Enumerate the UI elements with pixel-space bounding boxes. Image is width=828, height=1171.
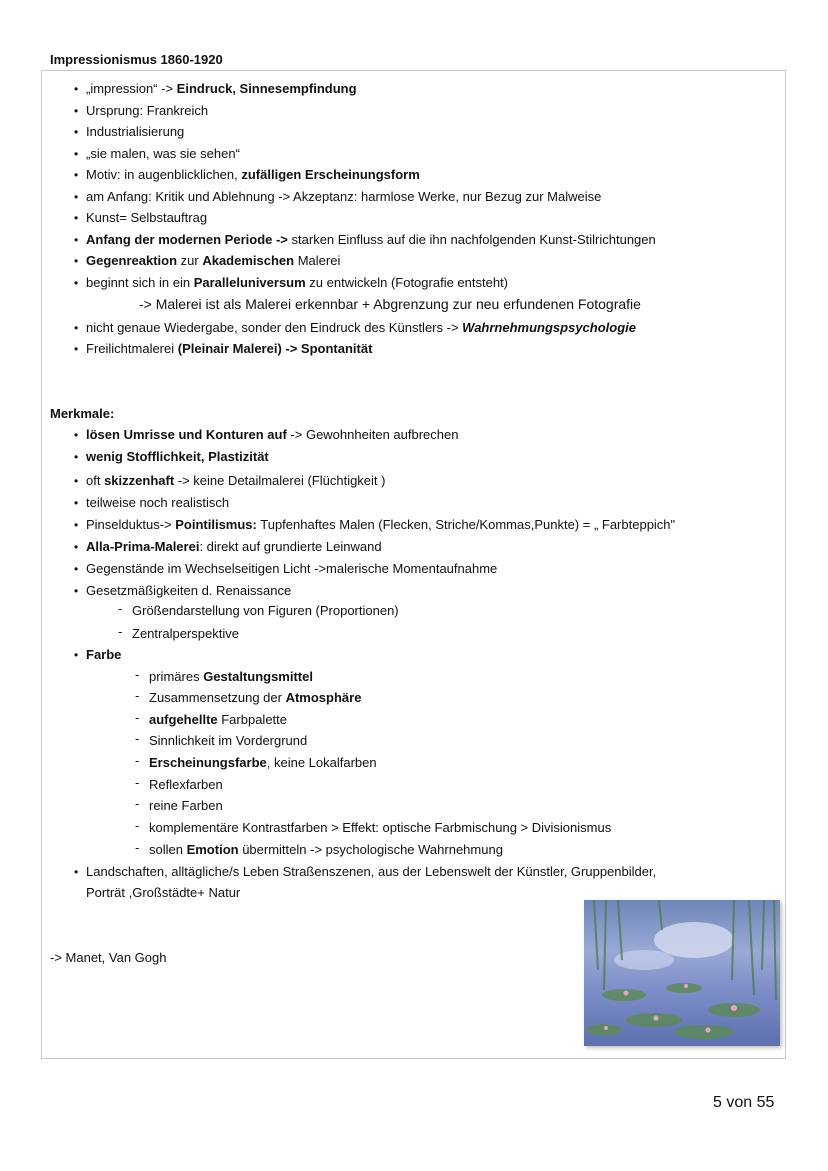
merkmale-heading: Merkmale:: [50, 406, 115, 421]
merkmal-item: • oft skizzenhaft -> keine Detailmalerei (Flüchtigkeit ): [86, 473, 385, 489]
merkmal-item: • teilweise noch realistisch: [86, 495, 229, 511]
landschaften-continuation: Porträt ,Großstädte+ Natur: [86, 885, 241, 900]
bullet-item: • „sie malen, was sie sehen“: [86, 146, 240, 162]
farbe-sub-item: - Sinnlichkeit im Vordergrund: [149, 733, 307, 749]
bullet-item: • Ursprung: Frankreich: [86, 103, 208, 119]
landschaften-bullet: • Landschaften, alltägliche/s Leben Straßenszenen, aus der Lebenswelt der Künstler, Gruppenbilder,: [86, 864, 656, 880]
renaissance-sub-item: - Größendarstellung von Figuren (Proportionen): [132, 603, 399, 619]
farbe-sub-item: - Erscheinungsfarbe, keine Lokalfarben: [149, 755, 377, 771]
page-title: Impressionismus 1860-1920: [50, 52, 223, 67]
farbe-sub-item: - primäres Gestaltungsmittel: [149, 669, 313, 685]
merkmal-item: • Gesetzmäßigkeiten d. Renaissance: [86, 583, 291, 599]
artists-note: -> Manet, Van Gogh: [50, 950, 167, 965]
farbe-bullet: • Farbe: [86, 647, 121, 663]
farbe-sub-item: - aufgehellte Farbpalette: [149, 712, 287, 728]
bullet-item: • beginnt sich in ein Paralleluniversum zu entwickeln (Fotografie entsteht): [86, 275, 508, 291]
bullet-item: • Motiv: in augenblicklichen, zufälligen Erscheinungsform: [86, 167, 420, 183]
bullet-item: • Anfang der modernen Periode -> starken Einfluss auf die ihn nachfolgenden Kunst-Stilrichtungen: [86, 232, 656, 248]
bullet-item: • Kunst= Selbstauftrag: [86, 210, 207, 226]
merkmal-item: • Pinselduktus-> Pointilismus: Tupfenhaftes Malen (Flecken, Striche/Kommas,Punkte) = „ Farbteppich": [86, 517, 675, 533]
merkmal-item: • wenig Stofflichkeit, Plastizität: [86, 449, 269, 465]
renaissance-sub-item: - Zentralperspektive: [132, 626, 239, 642]
bullet-item: • nicht genaue Wiedergabe, sonder den Eindruck des Künstlers -> Wahrnehmungspsychologie: [86, 320, 636, 336]
bullet-item: • Gegenreaktion zur Akademischen Malerei: [86, 253, 340, 269]
farbe-sub-item: - sollen Emotion übermitteln -> psychologische Wahrnehmung: [149, 842, 503, 858]
bullet-item: • „impression“ -> Eindruck, Sinnesempfindung: [86, 81, 357, 97]
farbe-sub-item: - Zusammensetzung der Atmosphäre: [149, 690, 361, 706]
water-lilies-painting: [584, 900, 780, 1046]
bullet-item: • Industrialisierung: [86, 124, 184, 140]
farbe-sub-item: - reine Farben: [149, 798, 223, 814]
farbe-sub-item: - Reflexfarben: [149, 777, 223, 793]
bullet-item: • am Anfang: Kritik und Ablehnung -> Akzeptanz: harmlose Werke, nur Bezug zur Malweise: [86, 189, 601, 205]
indent-note: -> Malerei ist als Malerei erkennbar + Abgrenzung zur neu erfundenen Fotografie: [139, 296, 641, 312]
merkmal-item: • lösen Umrisse und Konturen auf -> Gewohnheiten aufbrechen: [86, 427, 458, 443]
merkmal-item: • Gegenstände im Wechselseitigen Licht ->malerische Momentaufnahme: [86, 561, 497, 577]
merkmal-item: • Alla-Prima-Malerei: direkt auf grundierte Leinwand: [86, 539, 382, 555]
bullet-item: • Freilichtmalerei (Pleinair Malerei) -> Spontanität: [86, 341, 372, 357]
farbe-sub-item: - komplementäre Kontrastfarben > Effekt: optische Farbmischung > Divisionismus: [149, 820, 611, 836]
page-number: 5 von 55: [713, 1094, 775, 1111]
